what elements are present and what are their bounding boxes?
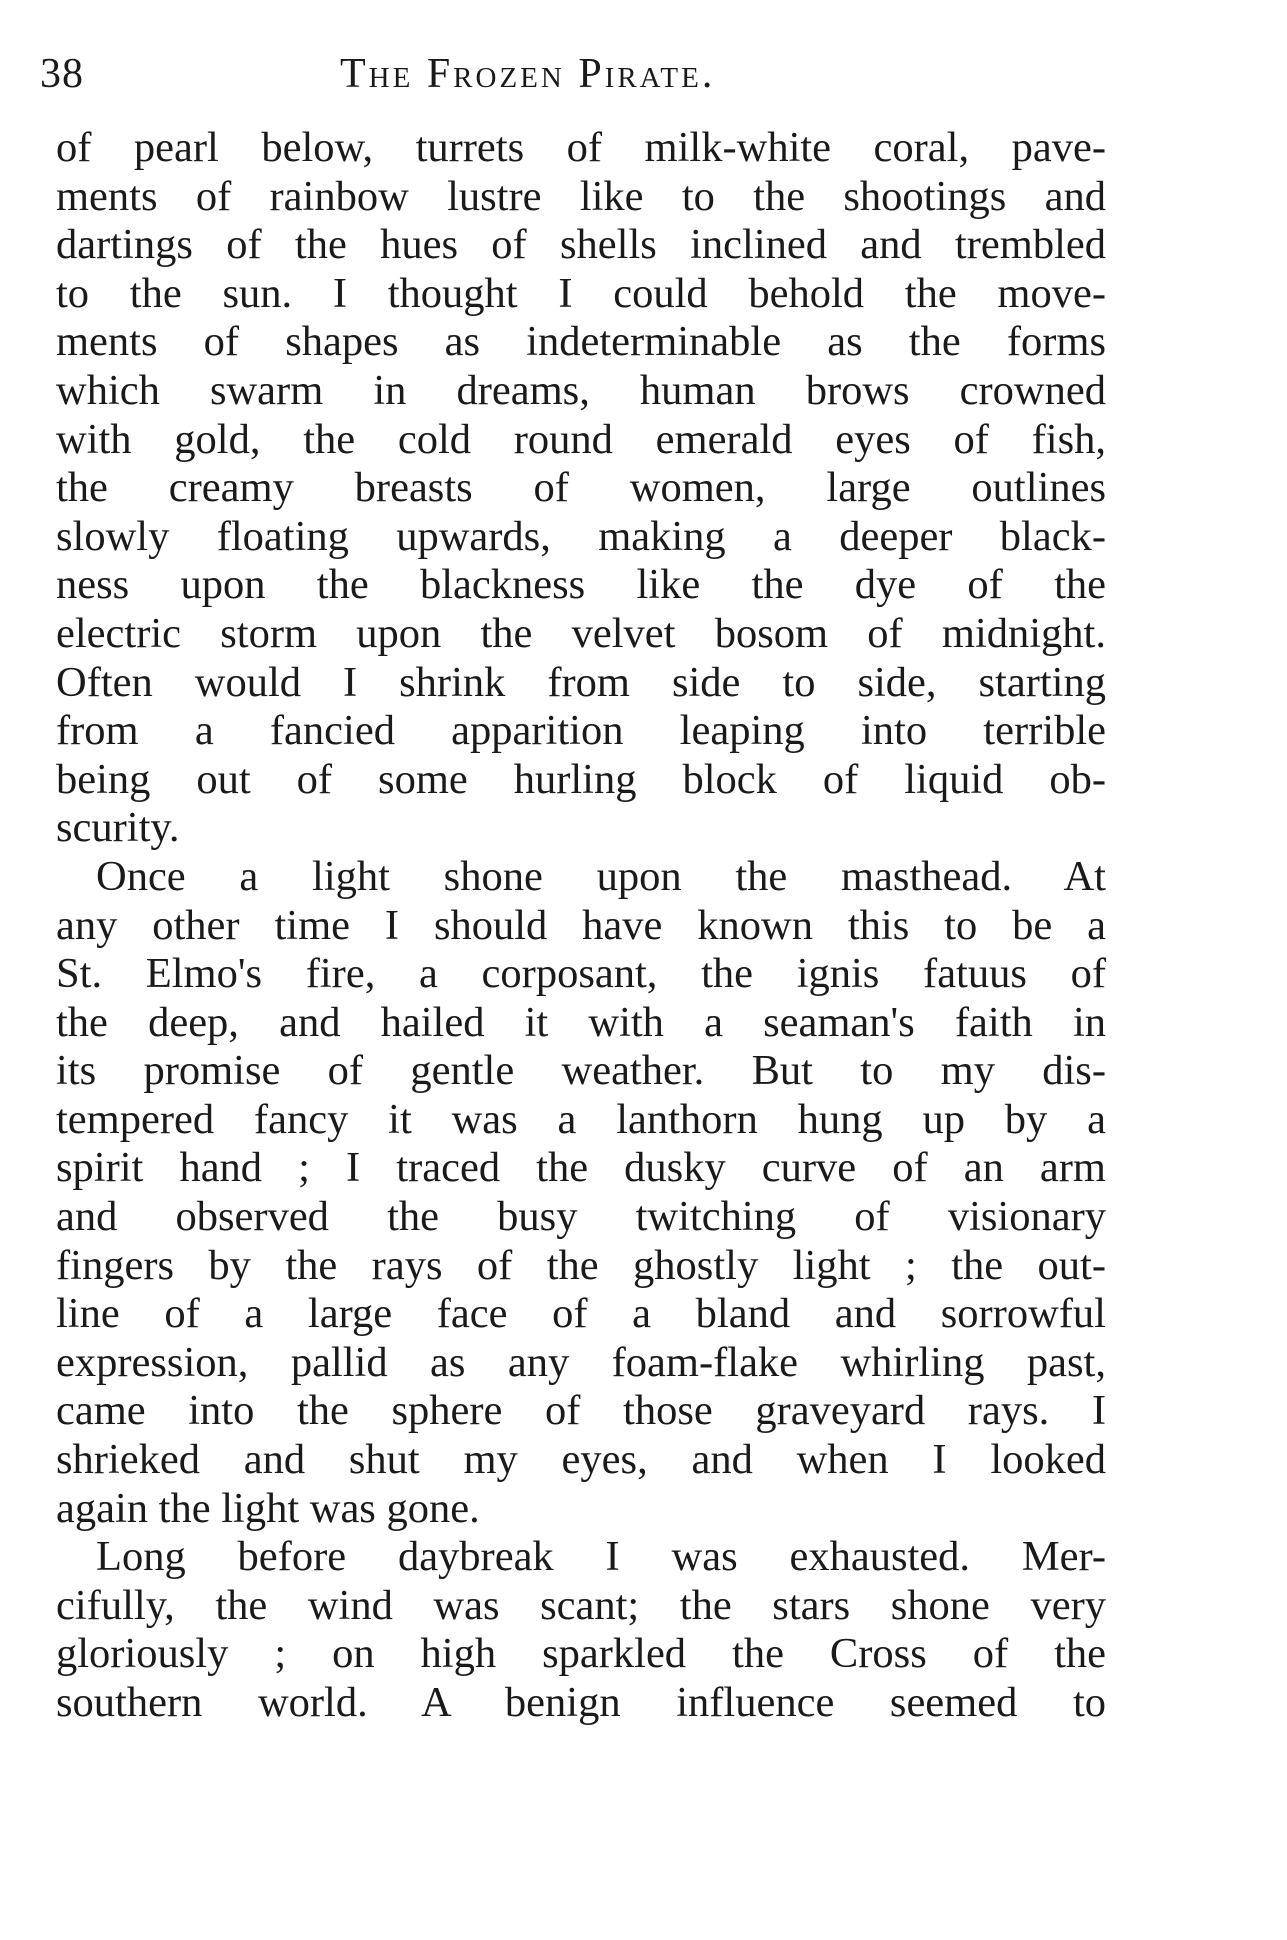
paragraph-start-line: Long before daybreak I was exhausted. Mer- bbox=[96, 1533, 1106, 1581]
text-line: cifully, the wind was scant; the stars shone very bbox=[56, 1581, 1106, 1629]
text-line: with gold, the cold round emerald eyes of fish, bbox=[56, 415, 1106, 463]
paragraph-start-line: Once a light shone upon the masthead. At bbox=[96, 852, 1106, 900]
text-line: being out of some hurling block of liquid ob- bbox=[56, 755, 1106, 803]
running-head: The Frozen Pirate. bbox=[340, 51, 716, 97]
text-line: gloriously ; on high sparkled the Cross of the bbox=[56, 1630, 1106, 1678]
text-line: of pearl below, turrets of milk-white coral, pave- bbox=[56, 124, 1106, 171]
text-line: which swarm in dreams, human brows crowned bbox=[56, 366, 1106, 414]
text-line: and observed the busy twitching of visionary bbox=[56, 1193, 1106, 1241]
text-line: line of a large face of a bland and sorrowful bbox=[56, 1290, 1106, 1338]
paragraph-end-line: again the light was gone. bbox=[56, 1484, 480, 1532]
text-line: from a fancied apparition leaping into terrible bbox=[56, 707, 1106, 755]
text-line: ments of rainbow lustre like to the shootings and bbox=[56, 172, 1106, 220]
text-line: southern world. A benign influence seemed to bbox=[56, 1679, 1106, 1726]
body-text bbox=[56, 124, 1106, 1728]
text-line: spirit hand ; I traced the dusky curve of an arm bbox=[56, 1144, 1106, 1192]
page-header bbox=[0, 50, 1287, 110]
text-line: dartings of the hues of shells inclined and trembled bbox=[56, 221, 1106, 269]
text-line: any other time I should have known this to be a bbox=[56, 901, 1106, 949]
text-line: came into the sphere of those graveyard rays. I bbox=[56, 1387, 1106, 1435]
page-number: 38 bbox=[40, 51, 84, 97]
text-line: its promise of gentle weather. But to my dis- bbox=[56, 1047, 1106, 1095]
text-line: the deep, and hailed it with a seaman's faith in bbox=[56, 998, 1106, 1046]
text-line: Often would I shrink from side to side, starting bbox=[56, 658, 1106, 706]
text-line: electric storm upon the velvet bosom of midnight. bbox=[56, 609, 1106, 657]
text-line: ments of shapes as indeterminable as the forms bbox=[56, 318, 1106, 366]
text-line: expression, pallid as any foam-flake whirling past, bbox=[56, 1338, 1106, 1386]
text-line: St. Elmo's fire, a corposant, the ignis fatuus of bbox=[56, 950, 1106, 998]
text-line: slowly floating upwards, making a deeper black- bbox=[56, 512, 1106, 560]
paragraph-end-line: scurity. bbox=[56, 804, 180, 852]
text-line: to the sun. I thought I could behold the move- bbox=[56, 269, 1106, 317]
text-line: tempered fancy it was a lanthorn hung up by a bbox=[56, 1095, 1106, 1143]
text-line: shrieked and shut my eyes, and when I looked bbox=[56, 1436, 1106, 1484]
text-line: fingers by the rays of the ghostly light ; the out- bbox=[56, 1241, 1106, 1289]
text-line: the creamy breasts of women, large outlines bbox=[56, 464, 1106, 512]
text-line: ness upon the blackness like the dye of the bbox=[56, 561, 1106, 609]
